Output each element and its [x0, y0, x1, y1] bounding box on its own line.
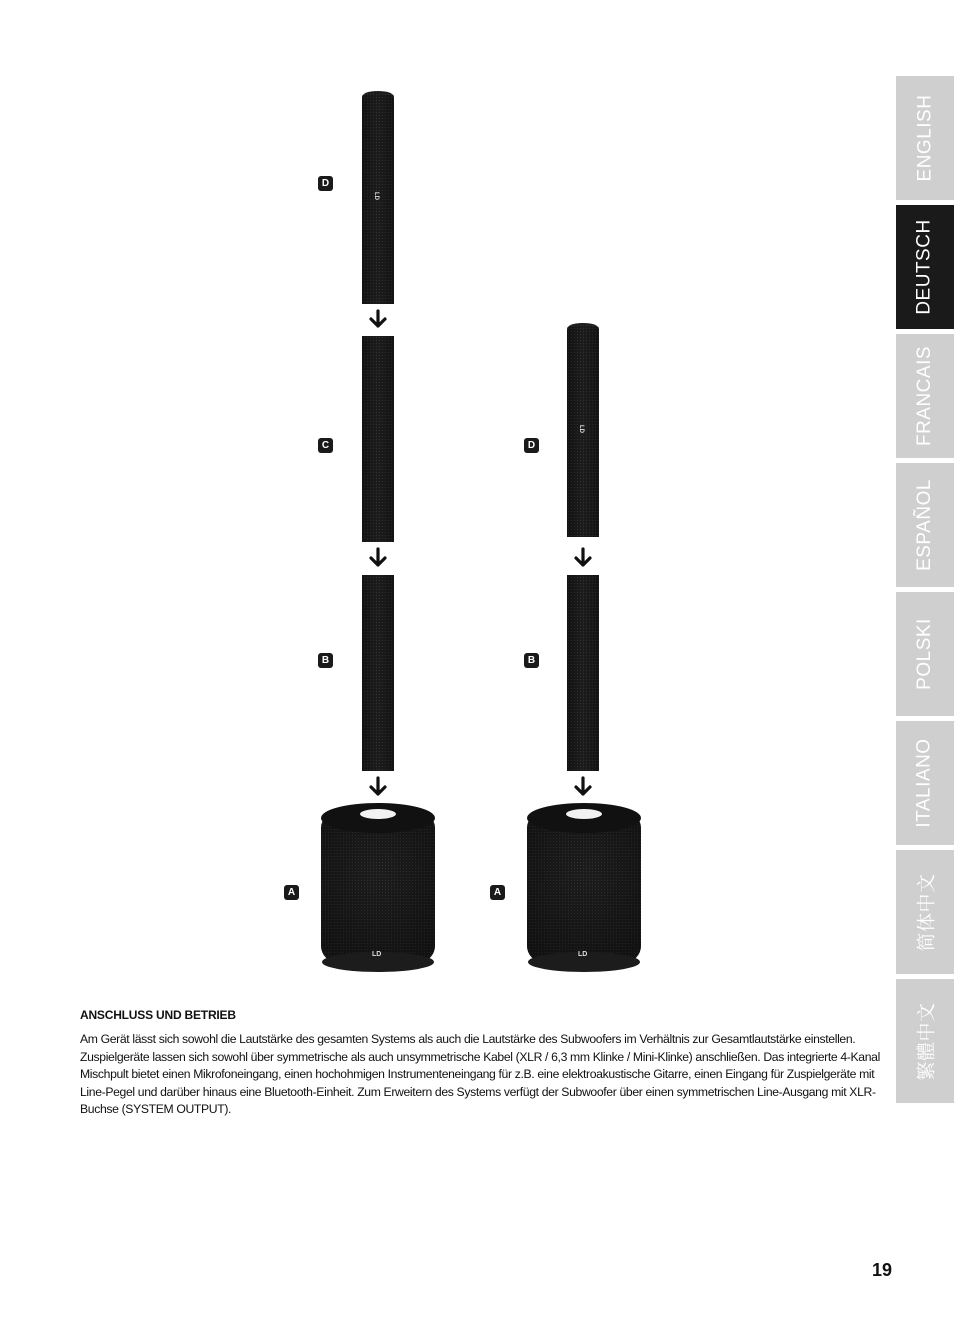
subwoofer-logo: LD [578, 951, 588, 958]
section-body: Am Gerät lässt sich sowohl die Lautstärke des gesamten Systems als auch die Lautstärke des Subwoofers im Verhältnis zur Gesamtlautstärke einstellen. Zuspielgeräte lassen sich sowohl über symmetrische als auch unsymmetrische Kabel (XLR / 6,3 mm Klinke / Mini-Klinke) anschließen. Das integrierte 4-Kanal Mischpult bietet einen Mikrofoneingang, einen hochohmigen Instrumenteneingang für z.B. eine elektroakustische Gitarre, einen Eingang für Zuspielgeräte mit Line-Pegel und darüber hinaus eine Bluetooth-Einheit. Zum Erweitern des Systems verfügt der Subwoofer über einen symmetrischen Line-Ausgang mit XLR-Buchse (SYSTEM OUTPUT). [80, 1032, 880, 1117]
part-label-b: B [318, 653, 333, 668]
subwoofer-logo: LD [372, 951, 382, 958]
tab-italiano[interactable] [896, 721, 954, 845]
right-subwoofer [527, 803, 641, 972]
arrow-down-icon [371, 549, 385, 565]
column-logo: LD [373, 192, 379, 200]
section-heading: ANSCHLUSS UND BETRIEB [80, 1008, 236, 1022]
left-column-b [362, 575, 394, 771]
arrow-down-icon [371, 311, 385, 326]
tab-francais[interactable] [896, 334, 954, 458]
arrow-down-icon [576, 778, 590, 794]
column-logo: LD [578, 425, 584, 433]
tab-label: 繁體中文 [916, 1001, 938, 1081]
arrow-down-icon [371, 778, 385, 794]
tab-english[interactable] [896, 76, 954, 200]
tab-label: ESPAÑOL [914, 479, 936, 571]
tab-label: ENGLISH [914, 94, 936, 182]
tab-label: 简体中文 [916, 872, 938, 952]
part-label-a: A [490, 885, 505, 900]
left-subwoofer [321, 803, 435, 972]
tab-label: ITALIANO [914, 738, 936, 828]
part-label-a: A [284, 885, 299, 900]
arrow-down-icon [576, 549, 590, 565]
tab-espanol[interactable] [896, 463, 954, 587]
part-label-b: B [524, 653, 539, 668]
tab-deutsch[interactable] [896, 205, 954, 329]
tab-simplified-chinese[interactable] [896, 850, 954, 974]
tab-polski[interactable] [896, 592, 954, 716]
tab-label: FRANCAIS [914, 345, 936, 447]
tab-traditional-chinese[interactable] [896, 979, 954, 1103]
left-column-c [362, 336, 394, 542]
right-column-b [567, 575, 599, 771]
tab-label: POLSKI [914, 618, 935, 690]
part-label-d: D [524, 438, 539, 453]
part-label-d: D [318, 176, 333, 191]
tab-label: DEUTSCH [914, 219, 935, 315]
page-number: 19 [872, 1260, 893, 1280]
part-label-c: C [318, 438, 333, 453]
